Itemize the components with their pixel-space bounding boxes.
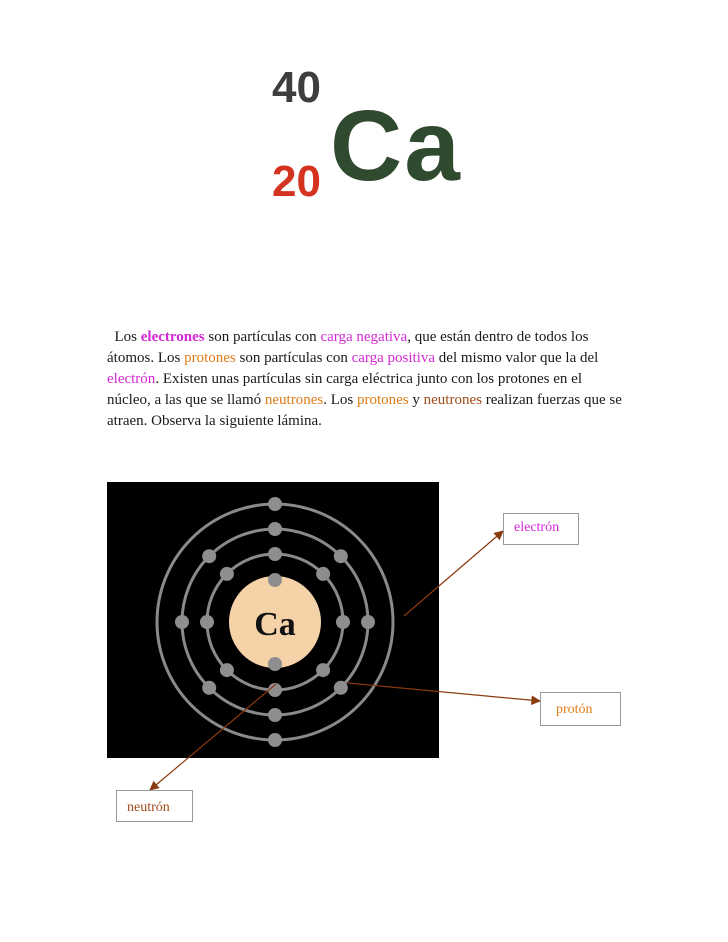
keyword-electron: electrón (107, 371, 156, 387)
text-segment: Los (114, 329, 141, 345)
text-segment: del mismo valor que la del (435, 350, 599, 366)
text-segment: , que están dentro de todos los átomos. Los (107, 329, 589, 366)
keyword-electrones: electrones (140, 329, 205, 345)
element-name: Ca (330, 90, 462, 202)
keyword-neutrones: neutrones (264, 392, 324, 408)
neutron-arrow (150, 684, 276, 790)
electron-label: electrón (503, 513, 579, 545)
mass-number: 40 (272, 63, 321, 112)
text-segment: . Los (323, 392, 357, 408)
nucleus-label: Ca (254, 606, 296, 643)
neutron-label: neutrón (116, 790, 193, 822)
electron-arrow (404, 531, 503, 616)
text-segment: son partículas con (235, 350, 352, 366)
text-segment: son partículas con (204, 329, 321, 345)
proton-arrow (348, 683, 540, 701)
text-segment: y (408, 392, 424, 408)
atomic-number: 20 (272, 157, 321, 206)
keyword-protones: protones (184, 350, 236, 366)
text-segment: realizan fuerzas que se atraen. Observa la siguiente lámina. (107, 392, 622, 429)
keyword-protones-2: protones (356, 392, 409, 408)
keyword-neutrones-2: neutrones (423, 392, 482, 408)
keyword-carga-negativa: carga negativa (320, 329, 408, 345)
text-segment: . Existen unas partículas sin carga eléctrica junto con los protones en el núcleo, a las que se llamó (107, 371, 582, 408)
keyword-carga-positiva: carga positiva (351, 350, 436, 366)
proton-label: protón (540, 692, 621, 726)
